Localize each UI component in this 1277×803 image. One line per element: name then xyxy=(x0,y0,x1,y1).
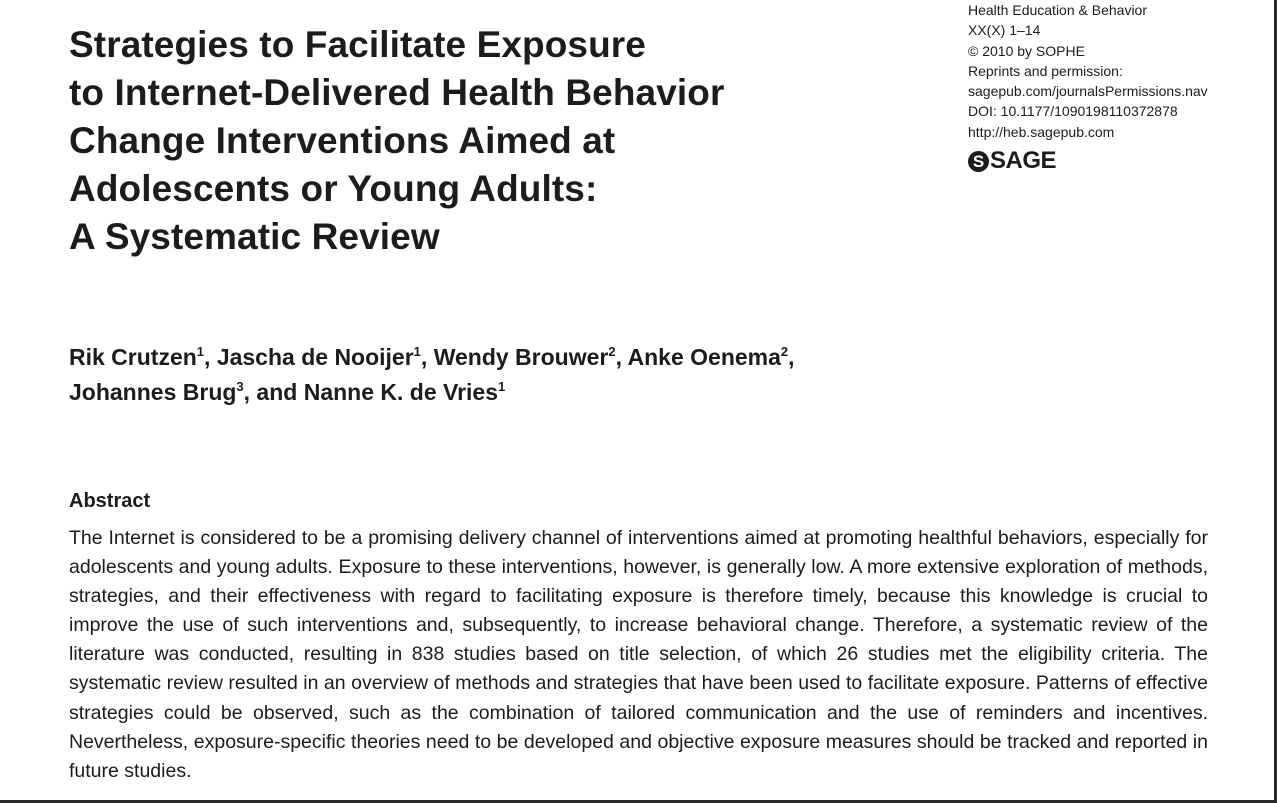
permissions-link[interactable]: sagepub.com/journalsPermissions.nav xyxy=(968,83,1208,100)
author-name: Wendy Brouwer xyxy=(433,344,609,370)
journal-volume: XX(X) 1–14 xyxy=(968,22,1041,39)
sage-wordmark: SAGE xyxy=(990,147,1057,174)
title-line: Change Interventions Aimed at xyxy=(69,120,616,161)
title-line: to Internet-Delivered Health Behavior xyxy=(69,72,725,113)
journal-url[interactable]: http://heb.sagepub.com xyxy=(968,123,1115,140)
reprints-label: Reprints and permission: xyxy=(968,62,1123,79)
author-name: Nanne K. de Vries xyxy=(303,379,499,405)
author-name: Jascha de Nooijer xyxy=(216,344,414,370)
abstract-heading: Abstract xyxy=(69,490,151,512)
author-affiliation: 2 xyxy=(608,344,616,359)
author-name: Anke Oenema xyxy=(627,344,781,370)
doi: DOI: 10.1177/1090198110372878 xyxy=(968,103,1178,120)
author-name: Johannes Brug xyxy=(69,379,237,405)
author-name: Rik Crutzen xyxy=(69,344,197,370)
abstract-text: The Internet is considered to be a promising delivery channel of interventions aimed at promoting healthful behaviors, especially for adolescents and young adults. Exposure to these interventions, however, is generally low. A more extensive exploration of methods, strategies, and their effectiveness with regard to facilitating exposure is therefore timely, because this knowledge is crucial to improve the use of such interventions and, subsequently, to increase behavioral change. Therefore, a systematic review of the literature was conducted, resulting in 838 studies based on title selection, of which 26 studies met the eligibility criteria. The systematic review resulted in an overview of methods and strategies that have been used to facilitate exposure. Patterns of effective strategies could be observed, such as the combination of tailored communication and the use of reminders and incentives. Nevertheless, exposure-specific theories need to be developed and objective exposure measures should be tracked and reported in future studies. xyxy=(69,527,1208,782)
author-separator: , xyxy=(420,344,434,370)
author-separator: , and xyxy=(243,379,304,405)
author-line xyxy=(69,340,969,375)
title-line: Adolescents or Young Adults: xyxy=(69,168,598,209)
author-line xyxy=(69,375,969,410)
author-affiliation: 2 xyxy=(780,344,789,359)
author-separator: , xyxy=(204,344,217,370)
sage-s-icon: S xyxy=(968,151,989,172)
journal-meta xyxy=(968,0,1258,142)
author-affiliation: 1 xyxy=(413,344,421,359)
author-affiliation: 1 xyxy=(498,379,506,394)
author-affiliation: 1 xyxy=(196,344,205,359)
title-line: A Systematic Review xyxy=(69,216,440,257)
copyright: © 2010 by SOPHE xyxy=(968,42,1085,59)
author-affiliation: 3 xyxy=(236,379,244,394)
journal-name: Health Education & Behavior xyxy=(968,2,1147,18)
title-line: Strategies to Facilitate Exposure xyxy=(69,24,646,65)
article-title xyxy=(69,21,849,261)
author-separator: , xyxy=(788,344,795,370)
author-list xyxy=(69,340,969,410)
author-separator: , xyxy=(615,344,628,370)
sage-logo xyxy=(968,146,1056,176)
